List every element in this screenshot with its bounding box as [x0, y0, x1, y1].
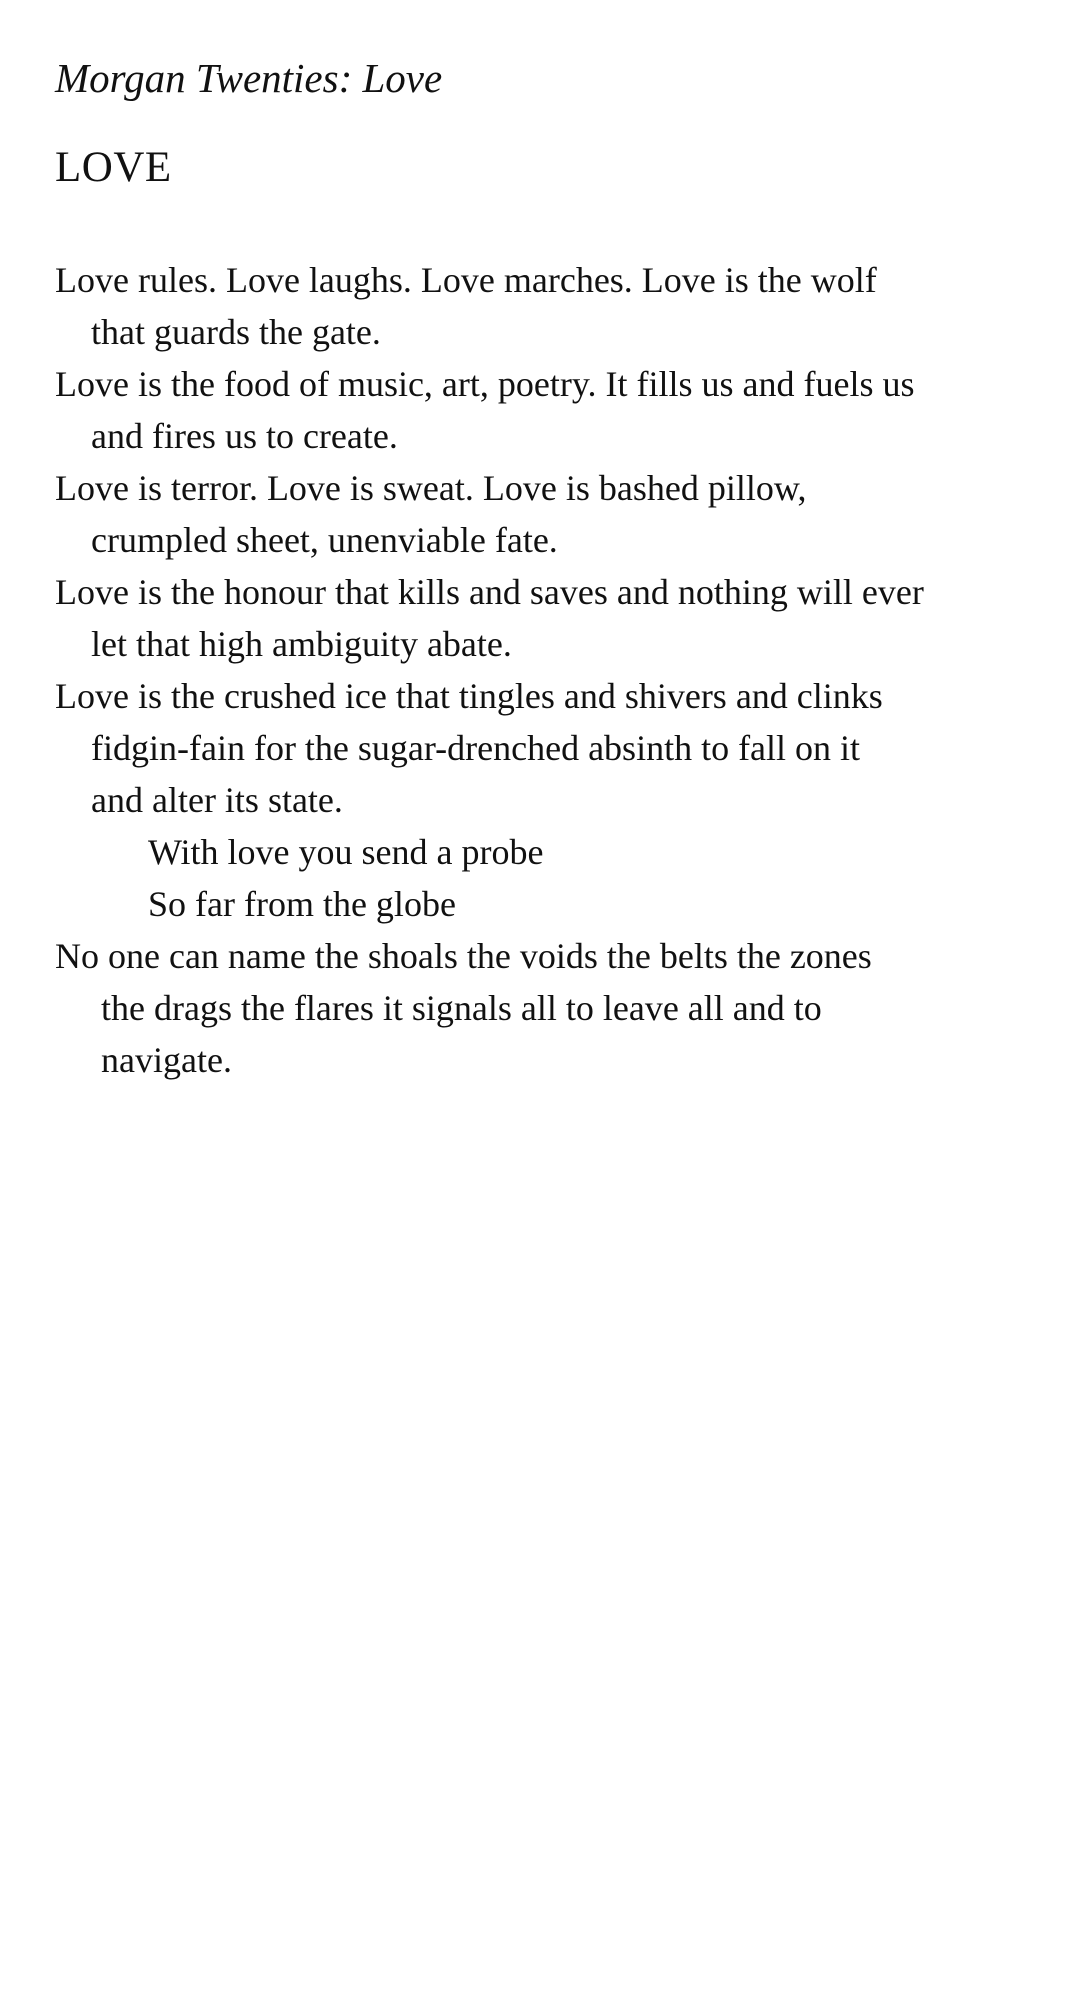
poem-body	[55, 254, 1045, 1086]
poem-line-continuation: and fires us to create.	[91, 416, 398, 456]
poem-line-indented: So far from the globe	[148, 884, 456, 924]
poem-line-continuation: navigate.	[101, 1040, 232, 1080]
poem-line-continuation: fidgin-fain for the sugar-drenched absinth to fall on it	[91, 728, 861, 768]
poem-line-continuation: let that high ambiguity abate.	[91, 624, 512, 664]
poem-line-continuation: that guards the gate.	[91, 312, 381, 352]
running-head: Morgan Twenties: Love	[55, 55, 443, 101]
poem-line: Love is the food of music, art, poetry. It fills us and fuels us	[55, 364, 915, 404]
poem-line: No one can name the shoals the voids the belts the zones	[55, 936, 872, 976]
poem-title: LOVE	[55, 144, 172, 191]
poem-line: Love is terror. Love is sweat. Love is bashed pillow,	[55, 468, 807, 508]
page	[55, 52, 1045, 1086]
poem-line-continuation: crumpled sheet, unenviable fate.	[91, 520, 558, 560]
poem-line: Love rules. Love laughs. Love marches. Love is the wolf	[55, 260, 877, 300]
poem-line: Love is the honour that kills and saves and nothing will ever	[55, 572, 924, 612]
poem-line-indented: With love you send a probe	[148, 832, 544, 872]
poem-line-continuation: and alter its state.	[91, 780, 343, 820]
poem-line: Love is the crushed ice that tingles and shivers and clinks	[55, 676, 883, 716]
poem-line-continuation: the drags the flares it signals all to leave all and to	[101, 988, 822, 1028]
